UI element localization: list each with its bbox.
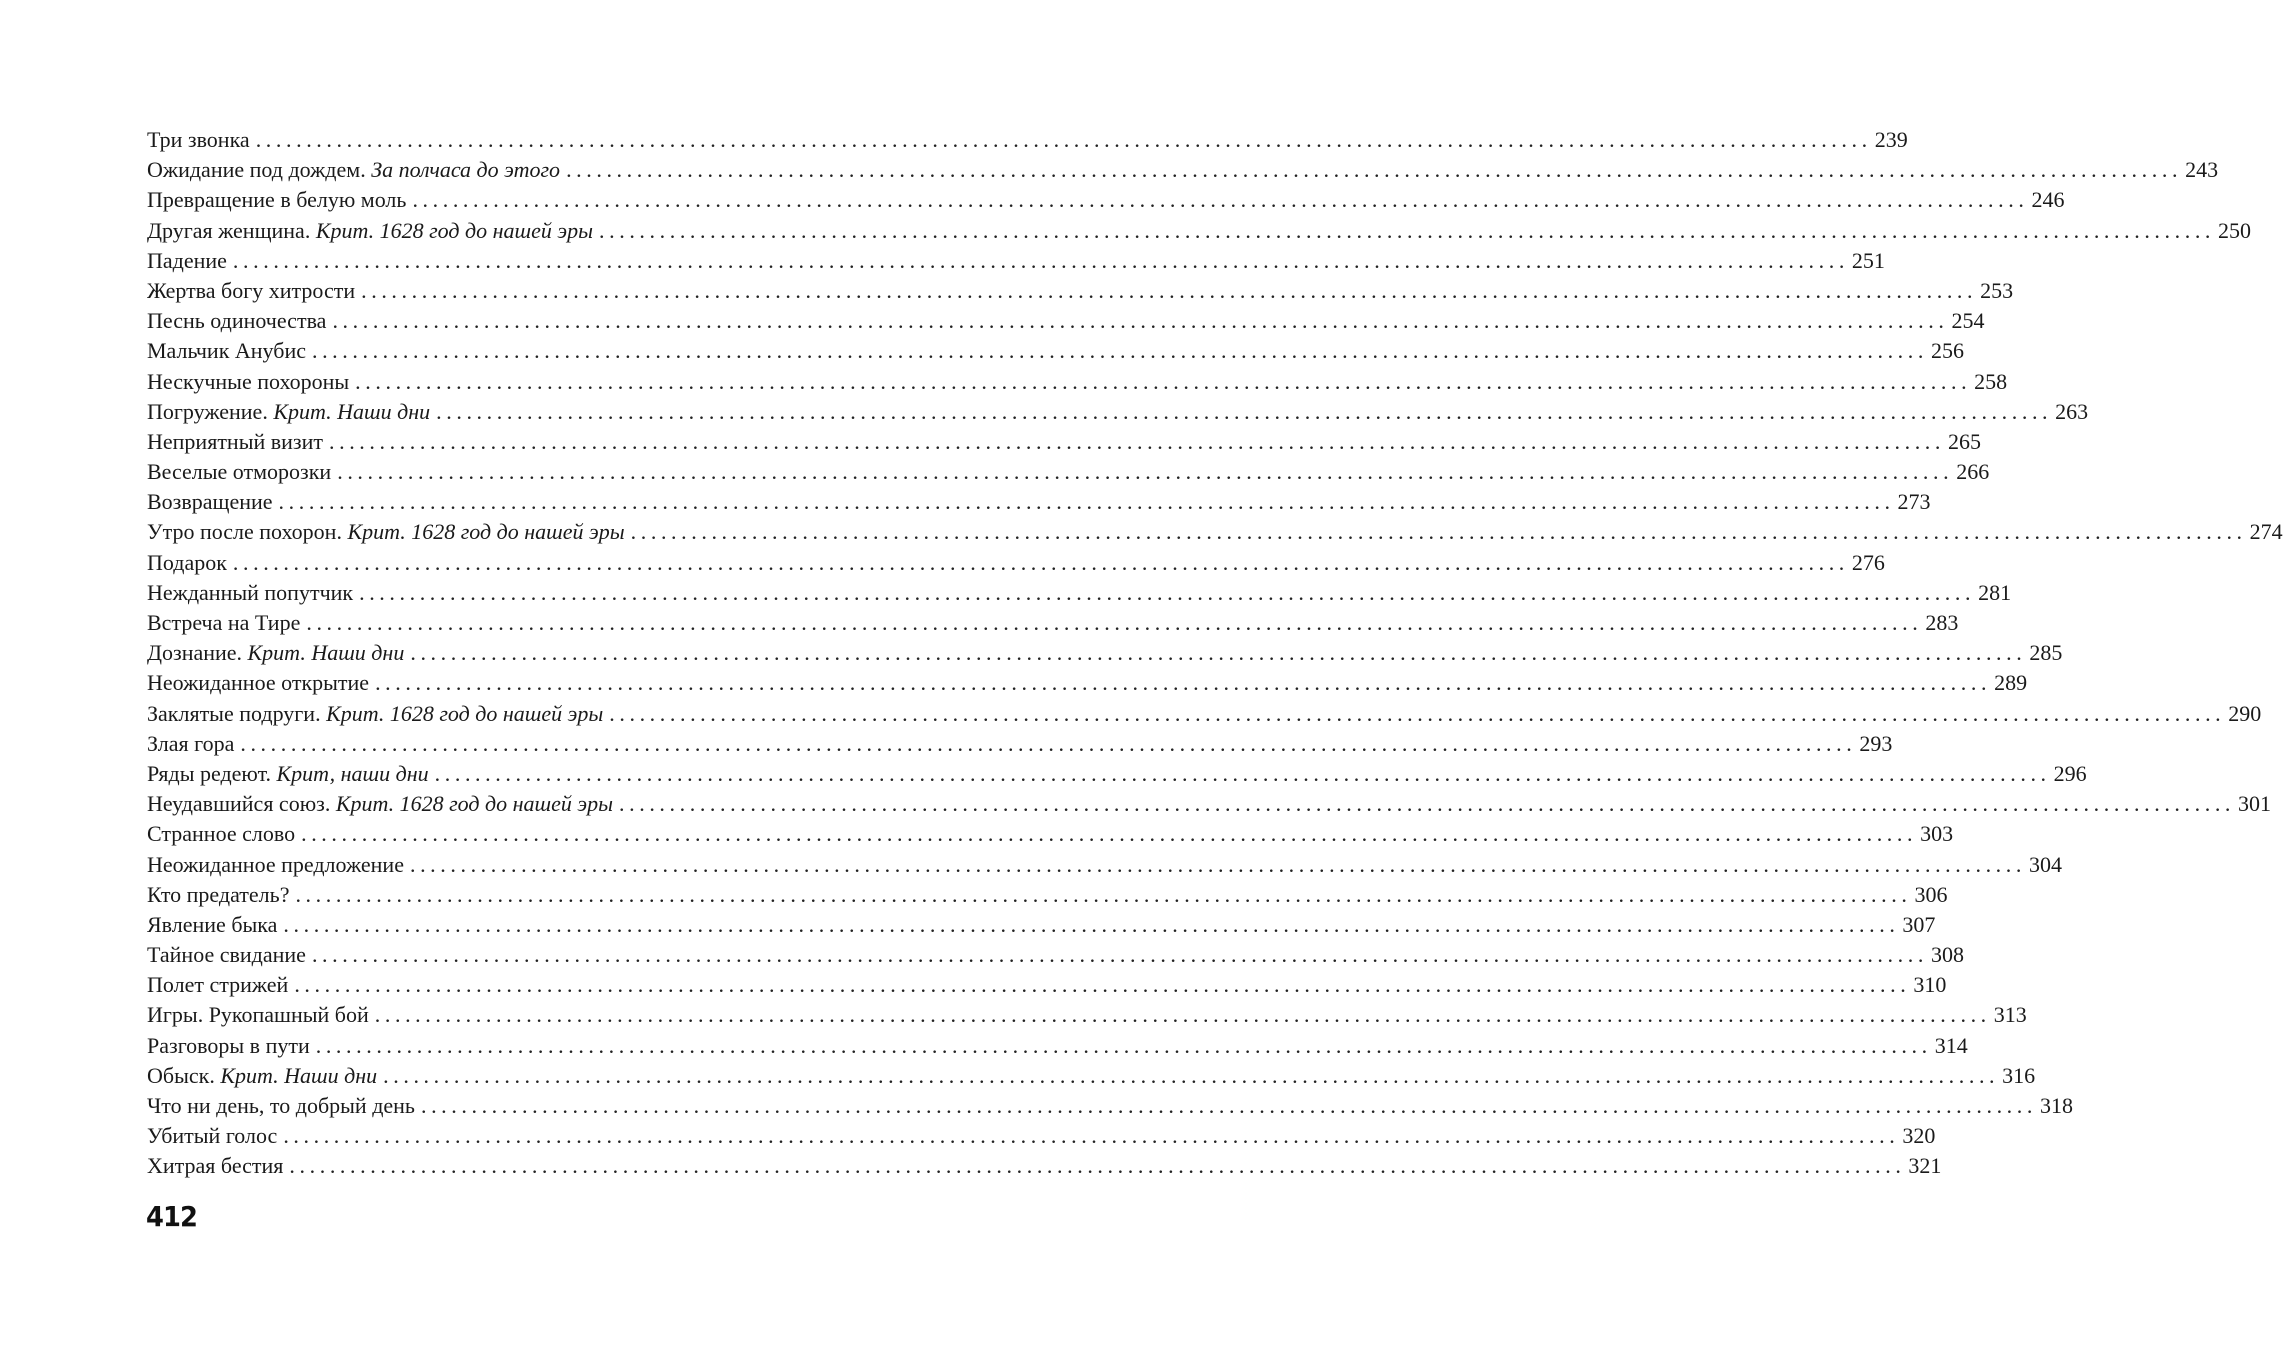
toc-entry-page-number: 273 xyxy=(1897,489,1931,515)
toc-entry-title xyxy=(147,789,613,819)
toc-entry-title xyxy=(147,216,593,246)
toc-entry-page-number: 304 xyxy=(2028,851,2062,877)
toc-entry-page-number: 310 xyxy=(1913,972,1947,998)
dot-leader: ................................................................................................................................................................ xyxy=(240,730,1857,756)
toc-entry xyxy=(147,1151,1942,1181)
toc-entry xyxy=(147,759,2087,789)
dot-leader: ................................................................................................................................................................ xyxy=(337,459,1954,485)
toc-entry-title xyxy=(147,759,429,789)
toc-entry xyxy=(147,578,2012,608)
dot-leader: ................................................................................................................................................................ xyxy=(359,579,1976,605)
toc-entry-main-title: Мальчик Анубис xyxy=(147,338,306,364)
toc-entry xyxy=(147,699,2262,729)
toc-entry-main-title: Утро после похорон. xyxy=(147,519,342,545)
toc-entry-page-number: 293 xyxy=(1859,730,1893,756)
toc-entry-title xyxy=(147,1151,283,1181)
dot-leader: ................................................................................................................................................................ xyxy=(332,308,1949,334)
toc-entry-title xyxy=(147,1000,369,1030)
toc-entry-page-number: 301 xyxy=(2238,791,2272,817)
toc-entry-main-title: Жертва богу хитрости xyxy=(147,277,356,303)
toc-entry xyxy=(147,427,1981,457)
toc-entry xyxy=(147,367,2008,397)
toc-entry xyxy=(147,185,2065,215)
toc-entry-page-number: 308 xyxy=(1930,942,1964,968)
toc-entry xyxy=(147,1031,1968,1061)
toc-entry xyxy=(147,1061,2036,1091)
toc-entry-title xyxy=(147,1091,415,1121)
toc-entry-page-number: 307 xyxy=(1902,911,1936,937)
toc-entry-page-number: 256 xyxy=(1930,338,1964,364)
toc-entry-page-number: 243 xyxy=(2185,157,2219,183)
toc-entry-subtitle: Крит. Наши дни xyxy=(273,398,431,424)
toc-entry-main-title: Превращение в белую моль xyxy=(147,187,407,213)
toc-entry-subtitle: Крит. 1628 год до нашей эры xyxy=(315,217,594,243)
toc-entry xyxy=(147,336,1964,366)
dot-leader: ................................................................................................................................................................ xyxy=(383,1062,2000,1088)
toc-entry-page-number: 276 xyxy=(1851,549,1885,575)
dot-leader: ................................................................................................................................................................ xyxy=(283,911,1900,937)
toc-entry-main-title: Хитрая бестия xyxy=(147,1153,284,1179)
toc-entry-subtitle: Крит. Наши дни xyxy=(220,1062,378,1088)
toc-entry-main-title: Песнь одиночества xyxy=(147,308,327,334)
toc-entry-main-title: Нежданный попутчик xyxy=(147,579,354,605)
dot-leader: ................................................................................................................................................................ xyxy=(283,1123,1900,1149)
toc-entry-title xyxy=(147,970,288,1000)
toc-entry-title xyxy=(147,578,353,608)
toc-entry-page-number: 314 xyxy=(1934,1032,1968,1058)
dot-leader: ................................................................................................................................................................ xyxy=(294,972,1911,998)
toc-entry-page-number: 274 xyxy=(2249,519,2283,545)
toc-entry-title xyxy=(147,155,560,185)
toc-entry-main-title: Заклятые подруги. xyxy=(147,700,321,726)
toc-entry-page-number: 265 xyxy=(1948,428,1981,454)
toc-entry-title xyxy=(147,638,404,668)
toc-entry-main-title: Странное слово xyxy=(147,821,296,847)
dot-leader: ................................................................................................................................................................ xyxy=(374,1002,1991,1028)
toc-entry xyxy=(147,819,1954,849)
toc-entry-subtitle: Крит. 1628 год до нашей эры xyxy=(326,700,604,726)
toc-entry xyxy=(147,970,1947,1000)
dot-leader: ................................................................................................................................................................ xyxy=(609,700,2226,726)
dot-leader: ................................................................................................................................................................ xyxy=(436,398,2053,424)
toc-entry xyxy=(147,729,1893,759)
toc-entry-main-title: Падение xyxy=(147,247,227,273)
toc-entry-main-title: Что ни день, то добрый день xyxy=(147,1093,415,1118)
toc-entry-title xyxy=(147,487,273,517)
dot-leader: ................................................................................................................................................................ xyxy=(375,670,1992,696)
toc-entry-page-number: 303 xyxy=(1920,821,1954,847)
toc-entry-main-title: Тайное свидание xyxy=(147,942,306,968)
toc-entry-page-number: 321 xyxy=(1908,1153,1942,1179)
dot-leader: ................................................................................................................................................................ xyxy=(409,851,2026,877)
toc-entry xyxy=(147,1091,2073,1121)
toc-entry-page-number: 263 xyxy=(2055,398,2089,424)
toc-entry-main-title: Нескучные похороны xyxy=(147,368,350,394)
toc-entry-main-title: Ряды редеют. xyxy=(147,760,272,786)
toc-entry-page-number: 313 xyxy=(1993,1002,2027,1028)
toc-entry-main-title: Злая гора xyxy=(147,730,235,756)
dot-leader: ................................................................................................................................................................ xyxy=(410,640,2027,666)
toc-entry xyxy=(147,1000,2027,1030)
dot-leader: ................................................................................................................................................................ xyxy=(295,881,1912,907)
toc-entry-subtitle: За полчаса до этого xyxy=(371,157,561,183)
toc-entry-title xyxy=(147,699,603,729)
toc-entry-main-title: Неожиданное предложение xyxy=(147,851,404,877)
toc-entry-subtitle: Крит. Наши дни xyxy=(247,640,405,666)
toc-entry-main-title: Погружение. xyxy=(147,398,268,424)
toc-entry-main-title: Возвращение xyxy=(147,489,273,515)
toc-entry xyxy=(147,1121,1936,1151)
toc-entry-main-title: Неожиданное открытие xyxy=(147,670,370,696)
dot-leader: ................................................................................................................................................................ xyxy=(311,942,1928,968)
toc-entry-main-title: Игры. Рукопашный бой xyxy=(147,1002,369,1028)
toc-entry-title xyxy=(147,457,331,487)
toc-entry-main-title: Три звонка xyxy=(147,127,250,152)
toc-entry xyxy=(147,548,1885,578)
toc-entry xyxy=(147,246,1885,276)
toc-entry-page-number: 250 xyxy=(2218,217,2252,243)
toc-entry-main-title: Дознание. xyxy=(147,640,243,666)
toc-entry-title xyxy=(147,125,250,155)
dot-leader: ................................................................................................................................................................ xyxy=(619,791,2236,817)
toc-entry-page-number: 289 xyxy=(1994,670,2028,696)
toc-entry-subtitle: Крит, наши дни xyxy=(276,760,429,786)
dot-leader: ................................................................................................................................................................ xyxy=(329,428,1945,454)
toc-entry-main-title: Другая женщина. xyxy=(147,217,311,243)
toc-entry-title xyxy=(147,246,227,276)
toc-entry-title xyxy=(147,185,406,215)
toc-entry-title xyxy=(147,367,349,397)
toc-entry-main-title: Обыск. xyxy=(147,1062,215,1088)
toc-entry-main-title: Полет стрижей xyxy=(147,972,289,998)
toc-entry-main-title: Неприятный визит xyxy=(147,428,323,454)
toc-entry-title xyxy=(147,880,289,910)
toc-entry-title xyxy=(147,548,227,578)
toc-entry-page-number: 320 xyxy=(1902,1123,1936,1149)
toc-entry-subtitle: Крит. 1628 год до нашей эры xyxy=(335,791,614,817)
toc-entry xyxy=(147,125,1908,155)
toc-entry-title xyxy=(147,1061,377,1091)
toc-entry xyxy=(147,789,2272,819)
dot-leader: ................................................................................................................................................................ xyxy=(278,489,1895,515)
toc-entry-main-title: Веселые отморозки xyxy=(147,459,332,485)
toc-entry-page-number: 239 xyxy=(1874,127,1908,152)
toc-entry-page-number: 251 xyxy=(1851,247,1885,273)
toc-entry-title xyxy=(147,940,306,970)
toc-entry xyxy=(147,608,1959,638)
toc-entry xyxy=(147,940,1964,970)
dot-leader: ................................................................................................................................................................ xyxy=(311,338,1928,364)
toc-entry-title xyxy=(147,1121,277,1151)
toc-entry-main-title: Встреча на Тире xyxy=(147,610,301,635)
toc-entry xyxy=(147,306,1985,336)
toc-entry xyxy=(147,487,1931,517)
toc-entry-main-title: Подарок xyxy=(147,549,227,575)
toc-entry-title xyxy=(147,729,234,759)
toc-entry-title xyxy=(147,397,430,427)
toc-entry-page-number: 296 xyxy=(2053,760,2087,786)
toc-entry-page-number: 316 xyxy=(2002,1062,2036,1088)
toc-entry-page-number: 281 xyxy=(1978,579,2012,605)
toc-entry-page-number: 306 xyxy=(1914,881,1948,907)
toc-entry-page-number: 246 xyxy=(2031,187,2065,213)
toc-entry-page-number: 258 xyxy=(1974,368,2008,394)
toc-entry-title xyxy=(147,306,326,336)
toc-entry-main-title: Кто предатель? xyxy=(147,881,290,907)
toc-entry-page-number: 290 xyxy=(2228,700,2262,726)
toc-entry-page-number: 283 xyxy=(1925,610,1959,635)
toc-entry-main-title: Ожидание под дождем. xyxy=(147,157,366,183)
toc-entry-title xyxy=(147,608,300,638)
toc-entry xyxy=(147,155,2219,185)
toc-entry-page-number: 253 xyxy=(1980,277,2014,303)
toc-entry xyxy=(147,668,2028,698)
dot-leader: ................................................................................................................................................................ xyxy=(289,1153,1906,1179)
toc-entry-page-number: 266 xyxy=(1956,459,1990,485)
toc-entry-title xyxy=(147,910,277,940)
toc-entry xyxy=(147,638,2063,668)
toc-entry xyxy=(147,850,2062,880)
dot-leader: ................................................................................................................................................................ xyxy=(232,549,1849,575)
dot-leader: ................................................................................................................................................................ xyxy=(255,127,1872,152)
toc-entry-title xyxy=(147,427,323,457)
toc-entry xyxy=(147,517,2283,547)
toc-entry-page-number: 318 xyxy=(2039,1093,2073,1118)
toc-entry-title xyxy=(147,1031,310,1061)
dot-leader: ................................................................................................................................................................ xyxy=(301,821,1918,847)
dot-leader: ................................................................................................................................................................ xyxy=(599,217,2216,243)
toc-entry-title xyxy=(147,336,306,366)
toc-entry-page-number: 285 xyxy=(2029,640,2063,666)
toc-entry-page-number: 254 xyxy=(1951,308,1985,334)
dot-leader: ................................................................................................................................................................ xyxy=(412,187,2029,213)
toc-entry xyxy=(147,880,1948,910)
toc-entry-title xyxy=(147,668,369,698)
toc-entry-main-title: Неудавшийся союз. xyxy=(147,791,331,817)
page-number: 412 xyxy=(146,1200,198,1233)
toc-entry xyxy=(147,216,2252,246)
table-of-contents xyxy=(147,125,2283,1182)
toc-entry-title xyxy=(147,850,404,880)
dot-leader: ................................................................................................................................................................ xyxy=(630,519,2247,545)
dot-leader: ................................................................................................................................................................ xyxy=(306,610,1923,635)
toc-entry-main-title: Явление быка xyxy=(147,911,278,937)
dot-leader: ................................................................................................................................................................ xyxy=(566,157,2183,183)
toc-entry-main-title: Убитый голос xyxy=(147,1123,278,1149)
toc-entry xyxy=(147,397,2089,427)
dot-leader: ................................................................................................................................................................ xyxy=(315,1032,1932,1058)
toc-entry xyxy=(147,457,1990,487)
toc-entry-title xyxy=(147,819,295,849)
toc-entry-subtitle: Крит. 1628 год до нашей эры xyxy=(347,519,625,545)
toc-entry xyxy=(147,276,2014,306)
dot-leader: ................................................................................................................................................................ xyxy=(361,277,1978,303)
dot-leader: ................................................................................................................................................................ xyxy=(434,760,2051,786)
dot-leader: ................................................................................................................................................................ xyxy=(420,1093,2037,1118)
dot-leader: ................................................................................................................................................................ xyxy=(232,247,1849,273)
toc-entry xyxy=(147,910,1936,940)
toc-entry-main-title: Разговоры в пути xyxy=(147,1032,310,1058)
toc-entry-title xyxy=(147,276,355,306)
dot-leader: ................................................................................................................................................................ xyxy=(355,368,1972,394)
toc-entry-title xyxy=(147,517,625,547)
